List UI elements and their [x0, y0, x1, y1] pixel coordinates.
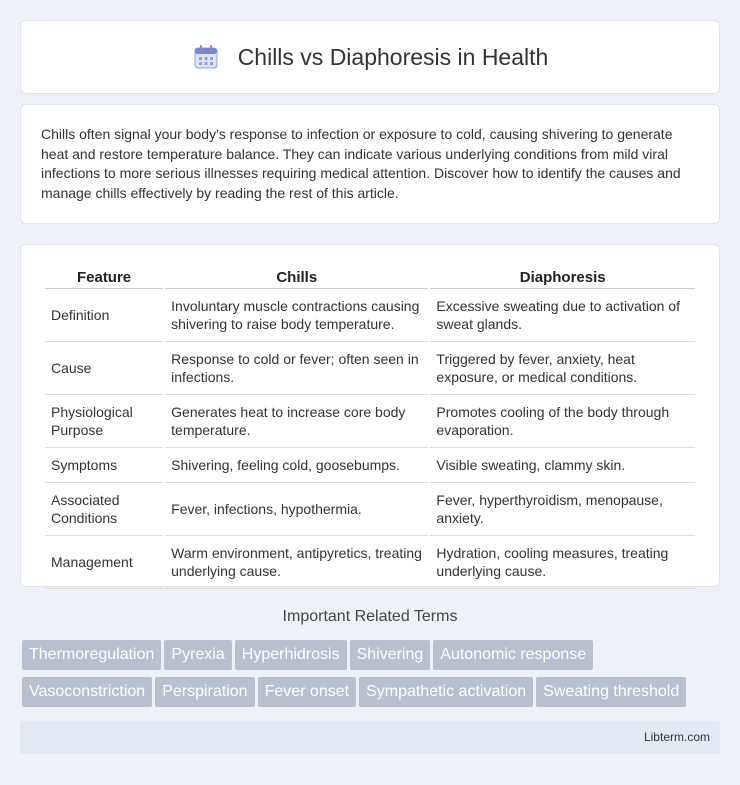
table-row: [45, 483, 695, 536]
tag-shivering[interactable]: Shivering: [350, 640, 431, 670]
header-card: [20, 20, 720, 94]
row-diaphoresis: Triggered by fever, anxiety, heat exposure, or medical conditions.: [430, 342, 695, 395]
tag-autonomic-response[interactable]: Autonomic response: [433, 640, 593, 670]
row-chills: Involuntary muscle contractions causing shivering to raise body temperature.: [165, 289, 428, 342]
tag-hyperhidrosis[interactable]: Hyperhidrosis: [235, 640, 347, 670]
header-feature: Feature: [45, 265, 163, 289]
row-chills: Response to cold or fever; often seen in infections.: [165, 342, 428, 395]
row-chills: Shivering, feeling cold, goosebumps.: [165, 448, 428, 483]
comparison-table: [43, 265, 697, 589]
row-diaphoresis: Hydration, cooling measures, treating underlying cause.: [430, 536, 695, 589]
tag-vasoconstriction[interactable]: Vasoconstriction: [22, 677, 152, 707]
tag-sympathetic-activation[interactable]: Sympathetic activation: [359, 677, 533, 707]
table-header-row: [45, 265, 695, 289]
page-title: Chills vs Diaphoresis in Health: [237, 43, 549, 70]
row-diaphoresis: Visible sweating, clammy skin.: [430, 448, 695, 483]
row-chills: Generates heat to increase core body temperature.: [165, 395, 428, 448]
row-feature: Management: [45, 536, 163, 589]
row-diaphoresis: Fever, hyperthyroidism, menopause, anxiety.: [430, 483, 695, 536]
row-feature: Physiological Purpose: [45, 395, 163, 448]
tag-sweating-threshold[interactable]: Sweating threshold: [536, 677, 686, 707]
tag-thermoregulation[interactable]: Thermoregulation: [22, 640, 161, 670]
tag-fever-onset[interactable]: Fever onset: [258, 677, 356, 707]
table-row: [45, 536, 695, 589]
header-diaphoresis: Diaphoresis: [430, 265, 695, 289]
row-feature: Associated Conditions: [45, 483, 163, 536]
row-chills: Fever, infections, hypothermia.: [165, 483, 428, 536]
calendar-icon: [192, 43, 220, 71]
footer-link[interactable]: Libterm.com: [643, 730, 710, 744]
tag-pyrexia[interactable]: Pyrexia: [164, 640, 231, 670]
table-row: [45, 395, 695, 448]
table-row: [45, 289, 695, 342]
related-terms-title: Important Related Terms: [282, 608, 458, 625]
table-row: [45, 342, 695, 395]
footer: [20, 721, 720, 754]
row-feature: Symptoms: [45, 448, 163, 483]
header-chills: Chills: [165, 265, 428, 289]
row-chills: Warm environment, antipyretics, treating underlying cause.: [165, 536, 428, 589]
row-diaphoresis: Excessive sweating due to activation of sweat glands.: [430, 289, 695, 342]
row-feature: Definition: [45, 289, 163, 342]
row-diaphoresis: Promotes cooling of the body through evaporation.: [430, 395, 695, 448]
related-terms-list: [22, 640, 722, 714]
tag-perspiration[interactable]: Perspiration: [155, 677, 254, 707]
intro-text: Chills often signal your body's response to infection or exposure to cold, causing shivering to generate heat and restore temperature balance. They can indicate various underlying conditions from mild viral infections to more serious illnesses requiring medical attention. Discover how to identify the causes and manage chills effectively by reading the rest of this article.: [41, 126, 681, 201]
row-feature: Cause: [45, 342, 163, 395]
comparison-table-card: [20, 244, 720, 587]
table-row: [45, 448, 695, 483]
intro-card: [20, 104, 720, 224]
